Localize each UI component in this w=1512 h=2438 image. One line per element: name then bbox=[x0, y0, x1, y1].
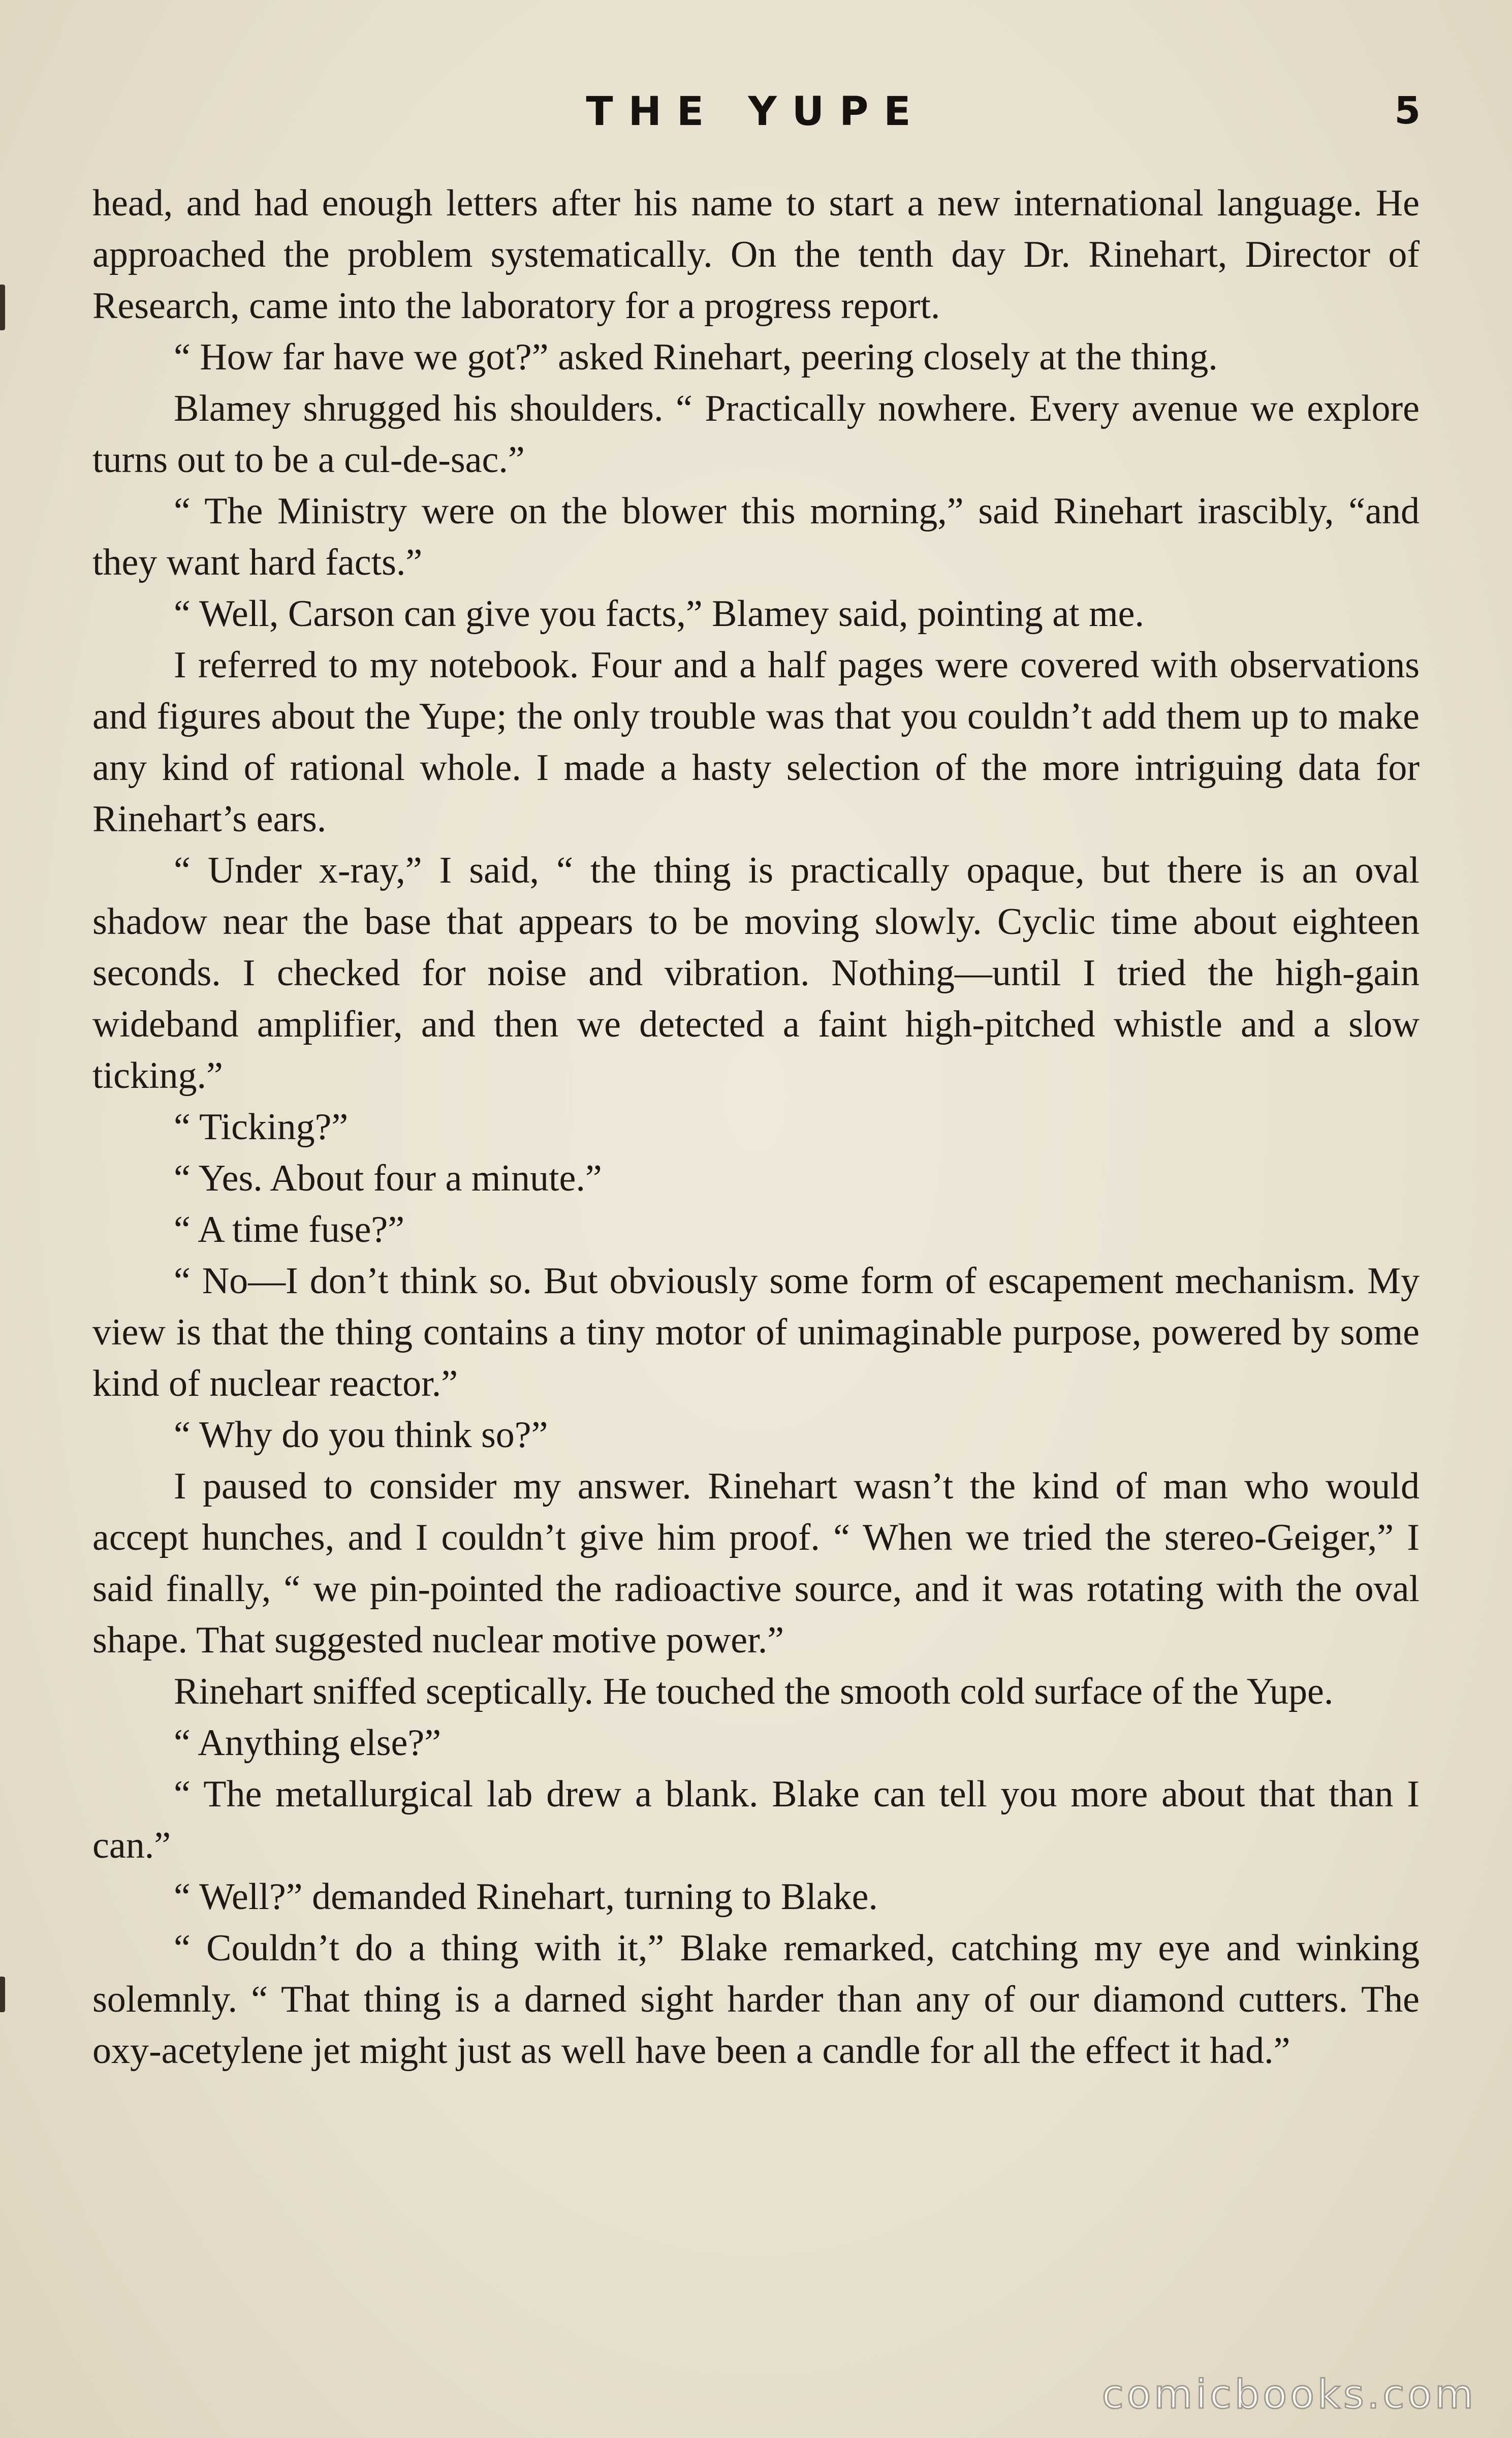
running-title: THE YUPE bbox=[586, 89, 926, 135]
paragraph: “ Well?” demanded Rinehart, turning to Blake. bbox=[174, 1876, 878, 1918]
binding-mark-top bbox=[0, 285, 5, 330]
paragraph: “ Anything else?” bbox=[174, 1722, 442, 1764]
paragraph: “ The Ministry were on the blower this morning,” said Rinehart irascibly, “and they want hard facts.” bbox=[92, 490, 1420, 583]
page-header bbox=[91, 89, 1421, 145]
paragraph: head, and had enough letters after his name to start a new international language. He approached the problem systematically. On the tenth day Dr. Rinehart, Director of Research, came into the laboratory for a progress report. bbox=[92, 182, 1420, 327]
paragraph: “ Couldn’t do a thing with it,” Blake remarked, catching my eye and winking solemnly. “ That thing is a darned sight harder than any of our diamond cutters. The oxy-acetylene jet might just as well have been a candle for all the effect it had.” bbox=[92, 1927, 1420, 2072]
paragraph: “ Yes. About four a minute.” bbox=[174, 1158, 602, 1199]
paragraph: “ Well, Carson can give you facts,” Blamey said, pointing at me. bbox=[174, 593, 1145, 635]
paragraph: Blamey shrugged his shoulders. “ Practically nowhere. Every avenue we explore turns out to be a cul-de-sac.” bbox=[92, 388, 1420, 481]
paragraph: Rinehart sniffed sceptically. He touched the smooth cold surface of the Yupe. bbox=[174, 1671, 1334, 1712]
body-text bbox=[92, 178, 1420, 2077]
binding-mark-bottom bbox=[0, 1977, 5, 2012]
paragraph: “ A time fuse?” bbox=[174, 1209, 405, 1251]
paragraph: “ Why do you think so?” bbox=[174, 1414, 548, 1456]
paragraph: “ How far have we got?” asked Rinehart, peering closely at the thing. bbox=[174, 336, 1218, 378]
paragraph: “ The metallurgical lab drew a blank. Blake can tell you more about that than I can.” bbox=[92, 1773, 1420, 1866]
paragraph: I paused to consider my answer. Rinehart wasn’t the kind of man who would accept hunches, and I couldn’t give him proof. “ When we tried the stereo-Geiger,” I said finally, “ we pin-pointed the radioactive source, and it was rotating with the oval shape. That suggested nuclear motive power.” bbox=[92, 1465, 1420, 1661]
paragraph: I referred to my notebook. Four and a half pages were covered with observations and figures about the Yupe; the only trouble was that you couldn’t add them up to make any kind of rational whole. I made a hasty selection of the more intriguing data for Rinehart’s ears. bbox=[92, 644, 1420, 840]
watermark: comicbooks.com bbox=[1101, 2372, 1476, 2418]
paragraph: “ No—I don’t think so. But obviously some form of escapement mechanism. My view is that the thing contains a tiny motor of unimaginable purpose, powered by some kind of nuclear reactor.” bbox=[92, 1260, 1420, 1404]
paragraph: “ Ticking?” bbox=[174, 1106, 349, 1148]
page-number: 5 bbox=[1394, 89, 1421, 133]
paragraph: “ Under x-ray,” I said, “ the thing is practically opaque, but there is an oval shadow near the base that appears to be moving slowly. Cyclic time about eighteen seconds. I checked for noise and vibration. Nothing—until I tried the high-gain wideband amplifier, and then we detected a faint high-pitched whistle and a slow ticking.” bbox=[92, 850, 1420, 1097]
